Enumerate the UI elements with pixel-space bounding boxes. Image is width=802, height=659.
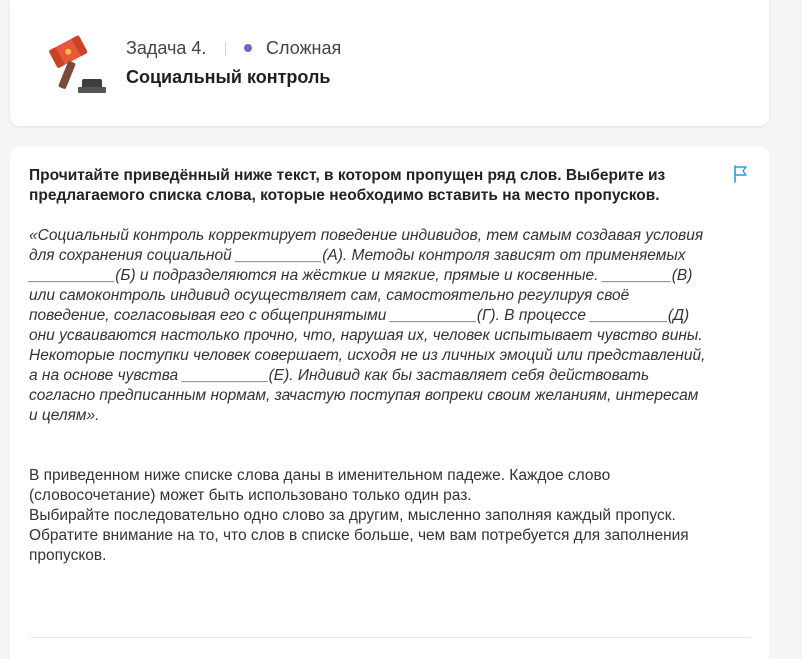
difficulty-dot: [244, 44, 252, 52]
gavel-icon: [48, 31, 108, 95]
difficulty-label: Сложная: [266, 38, 342, 58]
task-header: [10, 0, 769, 126]
task-note: [29, 466, 719, 566]
content-divider: [29, 637, 751, 638]
task-note-line-2: Выбирайте последовательно одно слово за другим, мысленно заполняя каждый пропуск. Обратите внимание на то, что слов в списке больше, чем вам потребуется для заполнения пропусков.: [29, 507, 689, 564]
task-quote: «Социальный контроль корректирует поведение индивидов, тем самым создавая условия для сохранения социальной __________(А). Методы контроля зависят от применяемых __________(Б) и подразделяются на жёсткие и мягкие, прямые и косвенные. ________(В) или самоконтроль индивид осуществляет сам, самостоятельно регулируя своё поведение, согласовывая его с общепринятыми __________(Г). В процессе _________(Д) они усваиваются настолько прочно, что, нарушая их, человек испытывает чувство вины. Некоторые поступки человек совершает, исходя не из личных эмоций или представлений, а на основе чувства __________(Е). Индивид как бы заставляет себя действовать согласно предписанным нормам, зачастую поступая вопреки своим желаниям, интересам и целям».: [29, 227, 706, 424]
task-note-line-1: В приведенном ниже списке слова даны в именительном падеже. Каждое слово (словосочетание) может быть использовано только один раз.: [29, 467, 611, 504]
task-instruction: Прочитайте приведённый ниже текст, в котором пропущен ряд слов. Выберите из предлагаемого списка слова, которые необходимо вставить на место пропусков.: [29, 167, 666, 204]
task-content-card: [10, 146, 769, 659]
header-divider: [225, 42, 226, 56]
flag-icon[interactable]: [733, 165, 749, 183]
task-title: Социальный контроль: [126, 67, 331, 87]
task-number: Задача 4.: [126, 38, 207, 58]
